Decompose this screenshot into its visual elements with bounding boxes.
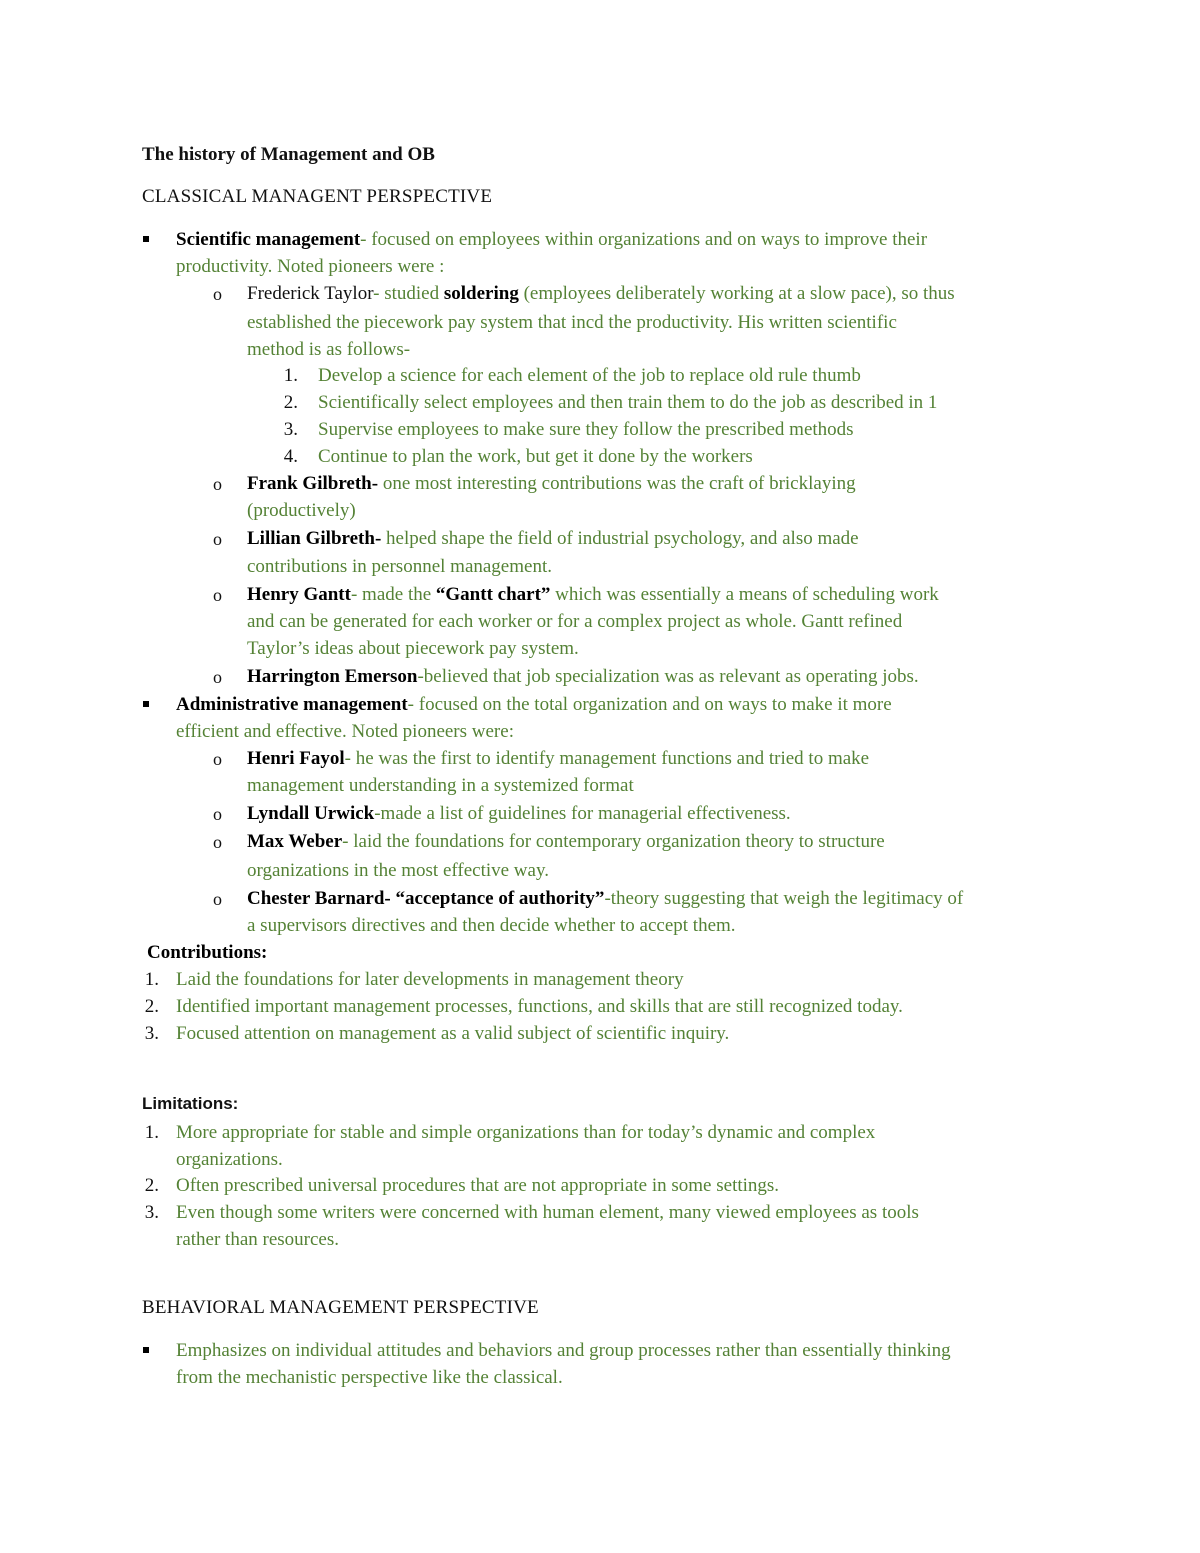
urwick-desc: -made a list of guidelines for managerial effectiveness. (374, 803, 791, 824)
taylor-step-2: Scientifically select employees and then train them to do the job as described in 1 (318, 392, 938, 413)
weber-line1 (247, 830, 885, 854)
emerson-name: Harrington Emerson (247, 666, 418, 687)
circle-bullet: o (213, 889, 222, 909)
gantt-text-a: - made the (350, 584, 436, 605)
circle-bullet: o (213, 832, 222, 852)
gantt-text-b: which was essentially a means of scheduling work (550, 584, 939, 605)
square-bullet (143, 701, 149, 707)
contribution-item-1: Laid the foundations for later developments in management theory (176, 969, 684, 990)
gantt-line1 (247, 583, 939, 607)
weber-line2: organizations in the most effective way. (247, 860, 549, 881)
fayol-desc: - he was the first to identify management functions and tried to make (344, 748, 870, 769)
square-bullet (143, 236, 149, 242)
fayol-line1 (247, 747, 869, 771)
list-number: 3. (144, 1023, 159, 1044)
limitation-item-3-line2: rather than resources. (176, 1229, 340, 1250)
lillian-dash: - (374, 528, 387, 549)
gantt-name: Henry Gantt (247, 584, 351, 605)
weber-name: Max Weber (247, 831, 343, 852)
list-number: 2. (144, 1175, 159, 1196)
section-heading-behavioral: BEHAVIORAL MANAGEMENT PERSPECTIVE (142, 1297, 539, 1318)
administrative-management-line2: efficient and effective. Noted pioneers were: (176, 721, 514, 742)
circle-bullet: o (213, 749, 222, 769)
barnard-term: “acceptance of authority” (395, 888, 605, 909)
frank-dash: - (371, 473, 383, 494)
barnard-dash: - (384, 888, 396, 909)
frank-gilbreth-name: Frank Gilbreth (247, 473, 372, 494)
list-number: 3. (144, 1202, 159, 1223)
fayol-name: Henri Fayol (247, 748, 345, 769)
section-heading-classical: CLASSICAL MANAGENT PERSPECTIVE (142, 186, 493, 207)
frank-gilbreth-desc: one most interesting contributions was the craft of bricklaying (382, 473, 856, 494)
fayol-line2: management understanding in a systemized format (247, 775, 634, 796)
taylor-line2: established the piecework pay system that incd the productivity. His written scientific (247, 312, 897, 333)
circle-bullet: o (213, 474, 222, 494)
taylor-step-4: Continue to plan the work, but get it done by the workers (318, 446, 753, 467)
gantt-line3: Taylor’s ideas about piecework pay system. (247, 638, 579, 659)
scientific-management-line1 (176, 228, 927, 252)
lillian-gilbreth-desc: helped shape the field of industrial psychology, and also made (386, 528, 859, 549)
urwick-name: Lyndall Urwick (247, 803, 375, 824)
taylor-name: Frederick Taylor (247, 283, 374, 304)
circle-bullet: o (213, 804, 222, 824)
barnard-line2: a supervisors directives and then decide whether to accept them. (247, 915, 736, 936)
limitation-item-2: Often prescribed universal procedures that are not appropriate in some settings. (176, 1175, 780, 1196)
taylor-line1 (247, 282, 955, 306)
taylor-text-a: - studied (373, 283, 444, 304)
taylor-step-3: Supervise employees to make sure they follow the prescribed methods (318, 419, 854, 440)
list-number: 1. (144, 969, 159, 990)
circle-bullet: o (213, 585, 222, 605)
frank-gilbreth-line1 (247, 472, 856, 496)
scientific-management-line2: productivity. Noted pioneers were : (176, 256, 445, 277)
behavioral-line1: Emphasizes on individual attitudes and behaviors and group processes rather than essentially thinking (176, 1340, 951, 1361)
scientific-management-label: Scientific management (176, 229, 361, 250)
taylor-step-1: Develop a science for each element of the job to replace old rule thumb (318, 365, 861, 386)
barnard-name: Chester Barnard (247, 888, 385, 909)
taylor-term: soldering (443, 283, 519, 304)
step-number: 3. (283, 419, 298, 440)
circle-bullet: o (213, 529, 222, 549)
square-bullet (143, 1347, 149, 1353)
lillian-gilbreth-line2: contributions in personnel management. (247, 556, 552, 577)
gantt-line2: and can be generated for each worker or for a complex project as whole. Gantt refined (247, 611, 903, 632)
step-number: 1. (283, 365, 298, 386)
administrative-management-line1 (176, 693, 892, 717)
urwick-line (247, 802, 791, 826)
circle-bullet: o (213, 667, 222, 687)
limitation-item-1-line2: organizations. (176, 1149, 283, 1170)
limitation-item-1-line1: More appropriate for stable and simple organizations than for today’s dynamic and complex (176, 1122, 876, 1143)
limitations-heading: Limitations: (142, 1094, 239, 1113)
contribution-item-3: Focused attention on management as a valid subject of scientific inquiry. (176, 1023, 730, 1044)
list-number: 1. (144, 1122, 159, 1143)
contributions-heading: Contributions: (147, 942, 268, 963)
gantt-term: “Gantt chart” (435, 584, 551, 605)
administrative-management-desc: - focused on the total organization and on ways to make it more (407, 694, 892, 715)
weber-desc: - laid the foundations for contemporary organization theory to structure (342, 831, 885, 852)
list-number: 2. (144, 996, 159, 1017)
limitation-item-3-line1: Even though some writers were concerned with human element, many viewed employees as tools (176, 1202, 919, 1223)
lillian-gilbreth-name: Lillian Gilbreth (247, 528, 375, 549)
contribution-item-2: Identified important management processes, functions, and skills that are still recognized today. (176, 996, 903, 1017)
lillian-gilbreth-line1 (247, 527, 859, 551)
administrative-management-label: Administrative management (176, 694, 408, 715)
taylor-line3: method is as follows- (247, 339, 411, 360)
scientific-management-desc: - focused on employees within organizations and on ways to improve their (360, 229, 928, 250)
emerson-line (247, 665, 919, 689)
step-number: 4. (283, 446, 298, 467)
circle-bullet: o (213, 284, 222, 304)
emerson-desc: -believed that job specialization was as relevant as operating jobs. (417, 666, 919, 687)
document-title: The history of Management and OB (142, 144, 435, 165)
frank-gilbreth-line2: (productively) (247, 500, 356, 521)
barnard-desc: -theory suggesting that weigh the legitimacy of (604, 888, 964, 909)
step-number: 2. (283, 392, 298, 413)
behavioral-line2: from the mechanistic perspective like the classical. (176, 1367, 563, 1388)
barnard-line1 (247, 887, 963, 911)
taylor-text-b: (employees deliberately working at a slow pace), so thus (518, 283, 955, 304)
